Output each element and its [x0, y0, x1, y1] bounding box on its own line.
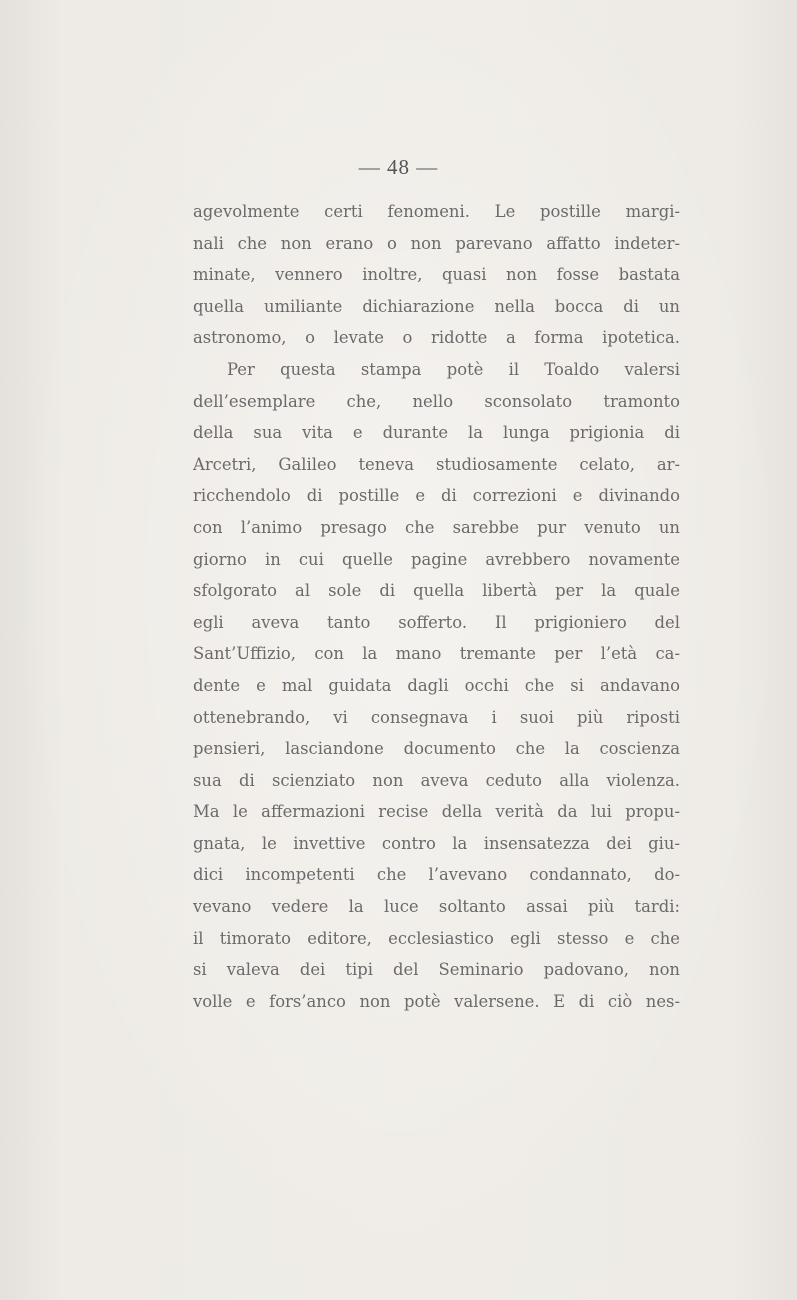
text-line: ottenebrando, vi consegnava i suoi più riposti: [193, 707, 680, 727]
text-line: dell’esemplare che, nello sconsolato tramonto: [193, 391, 680, 411]
text-line: il timorato editore, ecclesiastico egli stesso e che: [193, 928, 680, 948]
text-line: ricchendolo di postille e di correzioni e divinando: [193, 486, 680, 506]
text-line: egli aveva tanto sofferto. Il prigioniero del: [193, 612, 680, 632]
text-line: dente e mal guidata dagli occhi che si andavano: [193, 675, 680, 695]
text-line: Sant’Uffizio, con la mano tremante per l’età ca-: [193, 644, 680, 664]
text-line: si valeva dei tipi del Seminario padovano, non: [193, 960, 680, 980]
text-line: agevolmente certi fenomeni. Le postille margi-: [193, 202, 680, 221]
text-line: vevano vedere la luce soltanto assai più tardi:: [193, 897, 680, 917]
page-number: — 48 —: [358, 155, 439, 179]
text-line: Arcetri, Galileo teneva studiosamente celato, ar-: [193, 454, 680, 474]
text-line: pensieri, lasciandone documento che la coscienza: [193, 739, 680, 759]
text-line: nali che non erano o non parevano affatto indeter-: [193, 233, 680, 253]
text-line: gnata, le invettive contro la insensatezza dei giu-: [193, 833, 680, 853]
text-line: quella umiliante dichiarazione nella bocca di un: [193, 296, 680, 316]
text-line: dici incompetenti che l’avevano condannato, do-: [193, 865, 680, 885]
text-line: Ma le affermazioni recise della verità da lui propu-: [193, 802, 680, 822]
paragraph-start-line: Per questa stampa potè il Toaldo valersi: [227, 359, 680, 379]
text-line: sua di scienziato non aveva ceduto alla violenza.: [193, 770, 680, 790]
text-line: con l’animo presago che sarebbe pur venuto un: [193, 517, 680, 537]
text-line: giorno in cui quelle pagine avrebbero novamente: [193, 549, 680, 569]
body-text: [193, 196, 680, 1017]
text-line: minate, vennero inoltre, quasi non fosse bastata: [193, 265, 680, 285]
text-line: volle e fors’anco non potè valersene. E di ciò nes-: [193, 991, 680, 1011]
text-line: sfolgorato al sole di quella libertà per la quale: [193, 581, 680, 601]
text-line: della sua vita e durante la lunga prigionia di: [193, 423, 680, 443]
text-line: astronomo, o levate o ridotte a forma ipotetica.: [193, 328, 680, 348]
